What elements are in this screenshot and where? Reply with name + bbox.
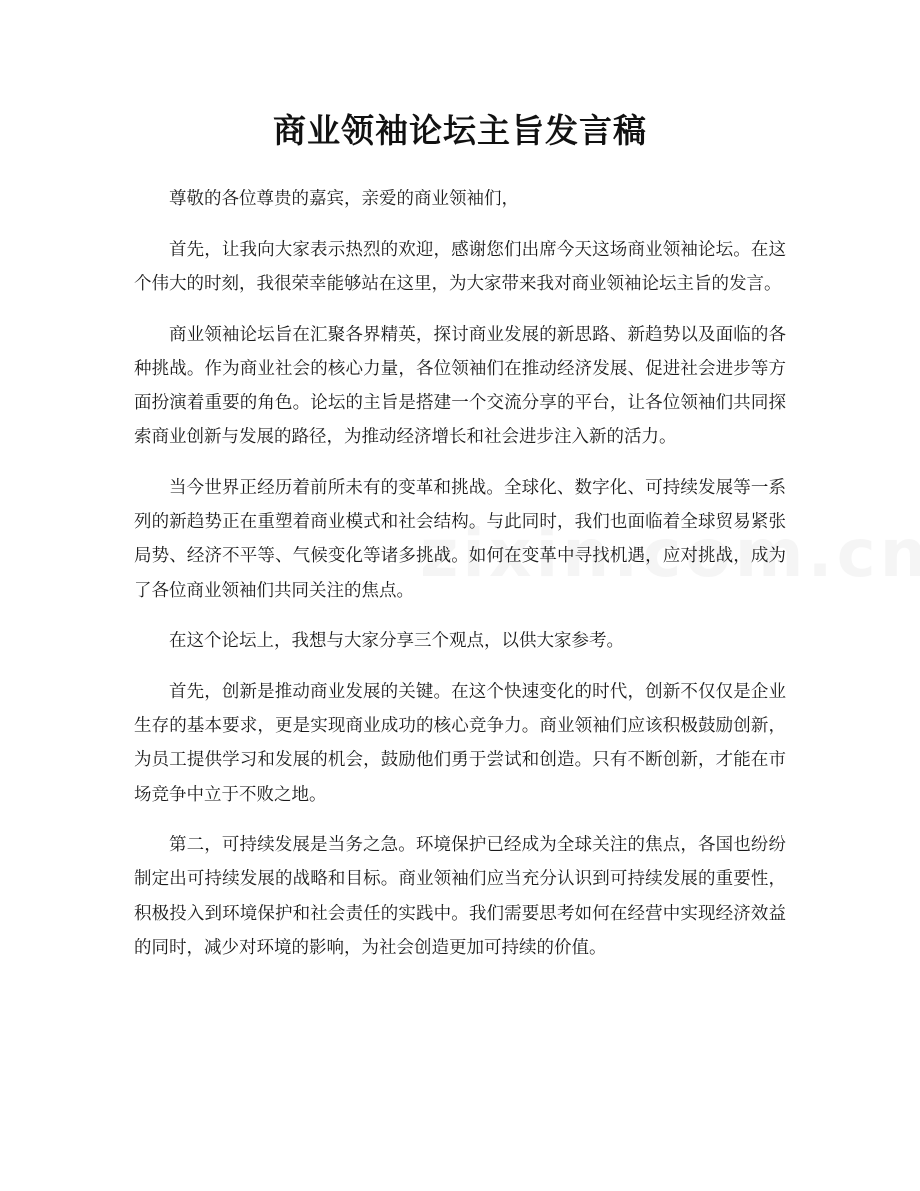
paragraph: 商业领袖论坛旨在汇聚各界精英，探讨商业发展的新思路、新趋势以及面临的各种挑战。作为商业社会的核心力量，各位领袖们在推动经济发展、促进社会进步等方面扮演着重要的角色。论坛的主旨是搭建一个交流分享的平台，让各位领袖们共同探索商业创新与发展的路径，为推动经济增长和社会进步注入新的活力。 (134, 324, 786, 448)
paragraph: 在这个论坛上，我想与大家分享三个观点，以供大家参考。 (169, 631, 624, 652)
paragraph: 首先，让我向大家表示热烈的欢迎，感谢您们出席今天这场商业领袖论坛。在这个伟大的时刻，我很荣幸能够站在这里，为大家带来我对商业领袖论坛主旨的发言。 (134, 239, 786, 294)
document-title: 商业领袖论坛主旨发言稿 (273, 111, 647, 150)
paragraph: 当今世界正经历着前所未有的变革和挑战。全球化、数字化、可持续发展等一系列的新趋势正在重塑着商业模式和社会结构。与此同时，我们也面临着全球贸易紧张局势、经济不平等、气候变化等诸多挑战。如何在变革中寻找机遇，应对挑战，成为了各位商业领袖们共同关注的焦点。 (134, 477, 786, 601)
document-body (134, 182, 786, 982)
paragraph-greeting: 尊敬的各位尊贵的嘉宾，亲爱的商业领袖们， (169, 189, 519, 209)
paragraph: 首先，创新是推动商业发展的关键。在这个快速变化的时代，创新不仅仅是企业生存的基本要求，更是实现商业成功的核心竞争力。商业领袖们应该积极鼓励创新，为员工提供学习和发展的机会，鼓励他们勇于尝试和创造。只有不断创新，才能在市场竞争中立于不败之地。 (134, 681, 786, 805)
paragraph: 第二，可持续发展是当务之急。环境保护已经成为全球关注的焦点，各国也纷纷制定出可持续发展的战略和目标。商业领袖们应当充分认识到可持续发展的重要性，积极投入到环境保护和社会责任的实践中。我们需要思考如何在经营中实现经济效益的同时，减少对环境的影响，为社会创造更加可持续的价值。 (134, 835, 786, 958)
